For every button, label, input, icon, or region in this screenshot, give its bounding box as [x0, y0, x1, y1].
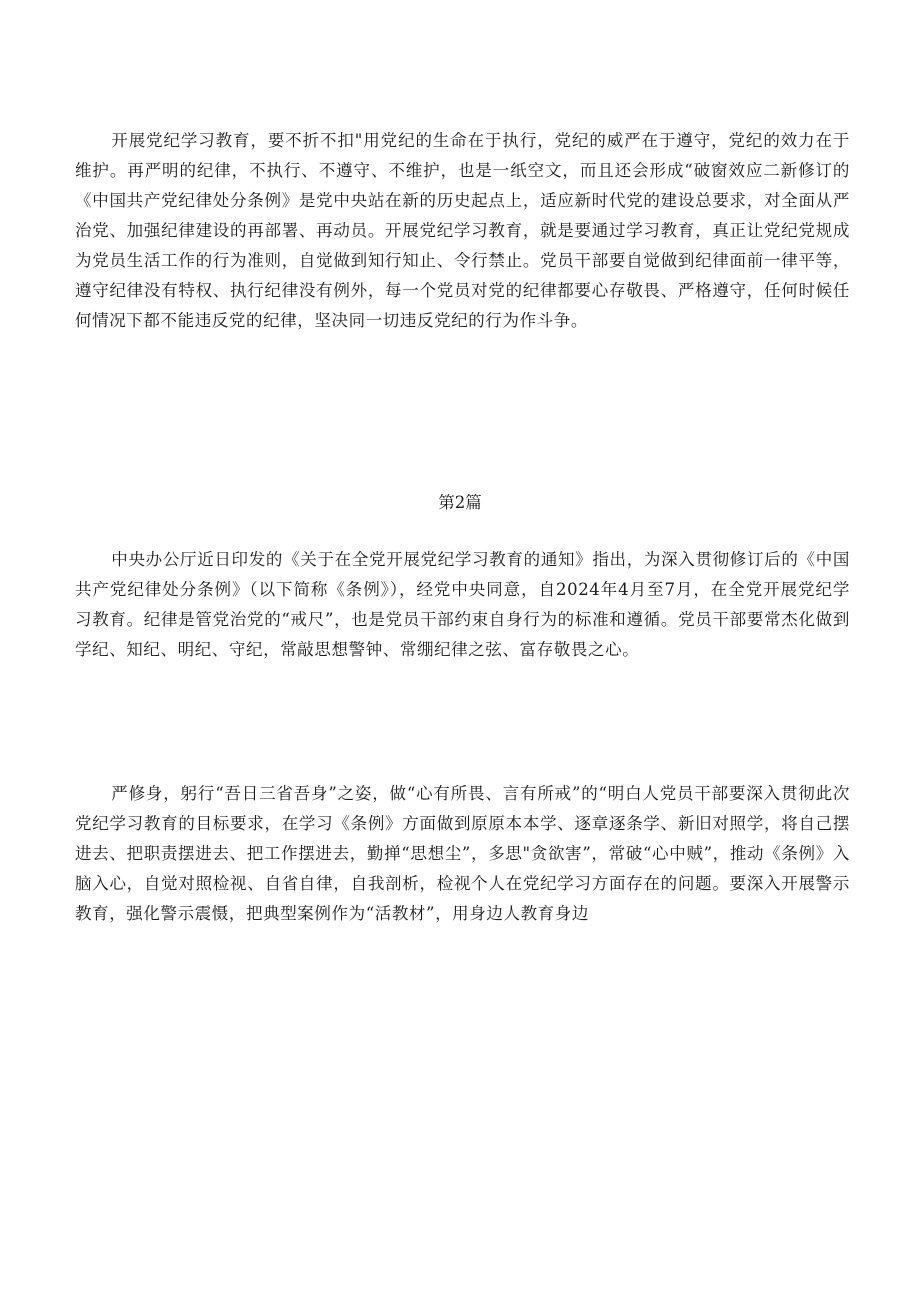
paragraph-1: 开展党纪学习教育，要不折不扣"用党纪的生命在于执行，党纪的威严在于遵守，党纪的效力在于维护。再严明的纪律，不执行、不遵守、不维护，也是一纸空文，而且还会形成“破窗效应二新修订的《中国共产党纪律处分条例》是党中央站在新的历史起点上，适应新时代党的建设总要求，对全面从严治党、加强纪律建设的再部署、再动员。开展党纪学习教育，就是要通过学习教育，真正让党纪党规成为党员生活工作的行为准则，自觉做到知行知止、令行禁止。党员干部要自觉做到纪律面前一律平等，遵守纪律没有特权、执行纪律没有例外，每一个党员对党的纪律都要心存敬畏、严格遵守，任何时候任何情况下都不能违反党的纪律，坚决同一切违反党纪的行为作斗争。 [75, 131, 850, 330]
paragraph-2: 中央办公厅近日印发的《关于在全党开展党纪学习教育的通知》指出，为深入贯彻修订后的《中国共产党纪律处分条例》（以下简称《条例》），经党中央同意，自2024年4月至7月，在全党开展党纪学习教育。纪律是管党治党的“戒尺”，也是党员干部约束自身行为的标准和遵循。党员干部要常杰化做到学纪、知纪、明纪、守纪，常敲思想警钟、常绷纪律之弦、富存敬畏之心。 [75, 550, 850, 659]
section-heading: 第2篇 [438, 493, 482, 512]
paragraph-3: 严修身，躬行“吾日三省吾身”之姿，做“心有所畏、言有所戒”的“明白人党员干部要深入贯彻此次党纪学习教育的目标要求，在学习《条例》方面做到原原本本学、逐章逐条学、新旧对照学，将自己摆进去、把职责摆进去、把工作摆进去，勤掸“思想尘”，多思"贪欲害”，常破“心中贼”，推动《条例》入脑入心，自觉对照检视、自省自律，自我剖析，检视个人在党纪学习方面存在的问题。要深入开展警示教育，强化警示震慑，把典型案例作为“活教材”，用身边人教育身边 [75, 784, 850, 923]
